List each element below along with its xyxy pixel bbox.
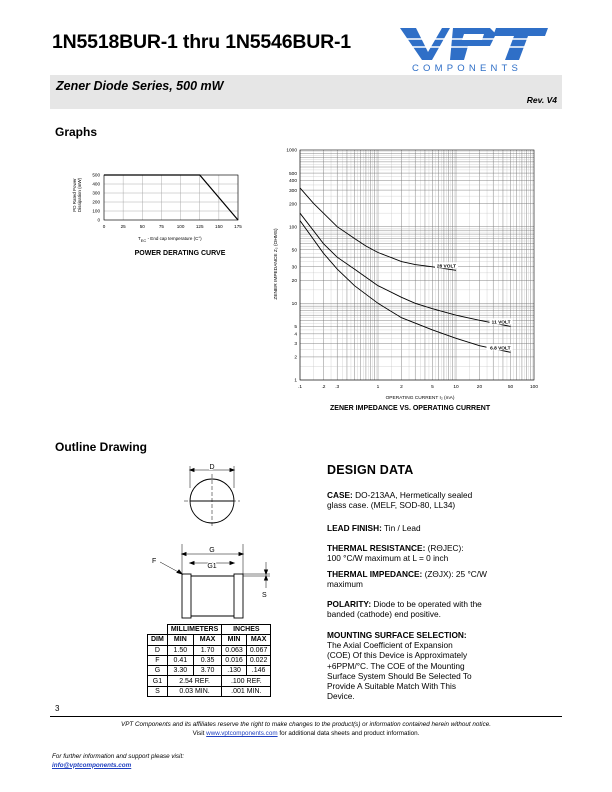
vpt-logo	[398, 22, 560, 74]
table-cell: .130	[222, 666, 247, 676]
zi-x-tick-label: .3	[335, 385, 340, 390]
page-number: 3	[55, 704, 60, 713]
polarity-info: POLARITY: Diode to be operated with the banded (cathode) end positive.	[327, 599, 482, 620]
table-cell: D	[148, 645, 168, 655]
pd-plot-frame	[104, 175, 238, 220]
disclaimer-text: VPT Components and its affiliates reserve the right to make changes to the product(s) or information contained herein without notice.	[121, 721, 491, 728]
zi-y-tick-label: 500	[288, 171, 297, 177]
lead-finish-info: LEAD FINISH: Tin / Lead	[327, 523, 421, 533]
pd-y-tick-label: 400	[92, 181, 100, 187]
logo-mark	[398, 28, 548, 60]
dims-col-dim: DIM	[148, 635, 168, 645]
pd-x-tick-label: 50	[139, 224, 145, 229]
document-subtitle: Zener Diode Series, 500 mW	[56, 79, 224, 93]
dim-g-label: G	[209, 547, 215, 554]
zi-y-tick-label: 300	[288, 188, 297, 194]
pd-x-tick-label: 100	[176, 224, 185, 229]
thermal-impedance-info: THERMAL IMPEDANCE: (ZΘJX): 25 °C/W maximum	[327, 569, 487, 590]
support-email-link[interactable]: info@vptcomponents.com	[52, 761, 132, 769]
zi-x-tick-label: .1	[297, 385, 303, 390]
dim-f-label: F	[152, 558, 157, 565]
outline-heading: Outline Drawing	[55, 440, 148, 454]
zi-x-tick-label: 5	[431, 385, 434, 390]
pd-series-line	[104, 175, 238, 220]
pd-y-tick-label: 100	[92, 208, 100, 214]
table-cell: F	[148, 655, 168, 665]
dims-header-in: INCHES	[222, 625, 271, 635]
table-cell: 0.03 MIN.	[167, 686, 221, 696]
pd-y-tick-label: 0	[97, 217, 100, 223]
table-row	[148, 655, 271, 665]
zi-chart-title: ZENER IMPEDANCE VS. OPERATING CURRENT	[330, 405, 491, 412]
zi-x-tick-label: .2	[321, 385, 326, 390]
dim-g1-label: G1	[207, 563, 217, 570]
zi-xlabel: OPERATING CURRENT I₂ (mA)	[385, 396, 455, 401]
outline-drawing	[130, 462, 290, 622]
zi-y-tick-label: 20	[291, 278, 297, 284]
footer-disclaimer	[50, 720, 562, 738]
table-cell: 3.30	[167, 666, 193, 676]
dims-col-in-min: MIN	[222, 635, 247, 645]
pd-x-tick-label: 0	[102, 224, 106, 229]
case-info: CASE: DO-213AA, Hermetically sealed glass case. (MELF, SOD-80, LL34)	[327, 490, 473, 511]
table-cell: 0.067	[246, 645, 271, 655]
zi-x-tick-label: 50	[507, 385, 514, 390]
pd-chart-title: POWER DERATING CURVE	[134, 250, 226, 257]
zi-y-tick-label: 10	[291, 302, 297, 308]
pd-ylabel-1: PD Rated Power	[72, 178, 77, 212]
zi-x-tick-label: 2	[400, 385, 403, 390]
zi-y-tick-label: 30	[291, 265, 297, 271]
zi-y-tick-label: 200	[288, 202, 297, 208]
zi-series-label: 11 VOLT	[491, 320, 511, 326]
mounting-info: MOUNTING SURFACE SELECTION: The Axial Coefficient of Expansion (COE) Of this Device is Approximately +6PPM/°C. The COE of the Mounting Surface System Should Be Selected To Provide A Suitable Match With This Device.	[327, 630, 472, 702]
graphs-heading: Graphs	[55, 125, 98, 139]
zi-y-tick-label: 3	[294, 342, 297, 348]
pd-x-tick-label: 75	[158, 224, 164, 229]
table-cell: 0.022	[246, 655, 271, 665]
dims-col-in-max: MAX	[246, 635, 271, 645]
pd-xlabel: $T_{EC}$ - End cap temperature (C°)	[138, 236, 202, 243]
dims-header-mm: MILLIMETERS	[167, 625, 221, 635]
table-row	[148, 666, 271, 676]
pd-x-tick-label: 25	[120, 224, 126, 229]
table-cell: 0.41	[167, 655, 193, 665]
table-cell: 3.70	[193, 666, 221, 676]
revision-label: Rev. V4	[526, 95, 557, 105]
table-cell: G	[148, 666, 168, 676]
zi-x-tick-label: 1	[376, 385, 380, 390]
pd-y-tick-label: 500	[92, 172, 100, 178]
zi-series-line	[300, 221, 511, 353]
pd-y-tick-label: 300	[92, 190, 100, 196]
pd-x-tick-label: 125	[195, 224, 204, 229]
dim-d-label: D	[209, 464, 215, 471]
zi-y-tick-label: 2	[294, 355, 297, 361]
table-cell: G1	[148, 676, 168, 686]
document-title: 1N5518BUR-1 thru 1N5546BUR-1	[52, 31, 351, 53]
table-cell: 0.016	[222, 655, 247, 665]
dims-corner	[148, 625, 168, 635]
zi-y-tick-label: 50	[291, 248, 297, 254]
zi-ylabel: ZENER IMPEDANCE Z₂ (OHMS)	[274, 228, 279, 300]
diode-end-view	[184, 466, 240, 528]
table-cell: 2.54 REF.	[167, 676, 221, 686]
support-info	[52, 753, 184, 770]
dims-col-mm-max: MAX	[193, 635, 221, 645]
diode-side-view	[160, 544, 270, 618]
visit-line: Visit www.vptcomponents.com for additional data sheets and product information.	[192, 730, 420, 737]
dims-col-mm-min: MIN	[167, 635, 193, 645]
table-cell: 1.70	[193, 645, 221, 655]
table-cell: .146	[246, 666, 271, 676]
logo-subtext: COMPONENTS	[412, 63, 523, 74]
zi-series-label: 28 VOLT	[436, 264, 456, 270]
table-row	[148, 676, 271, 686]
design-data-heading: DESIGN DATA	[327, 463, 414, 477]
dim-s-label: S	[262, 592, 267, 599]
pd-ylabel-2: Dissipation (mW)	[77, 177, 82, 213]
website-link[interactable]: www.vptcomponents.com	[206, 730, 278, 737]
table-cell: S	[148, 686, 168, 696]
footer-rule	[50, 716, 562, 717]
zener-impedance-chart	[268, 144, 558, 406]
zi-y-tick-label: 400	[288, 179, 297, 185]
table-cell: 0.063	[222, 645, 247, 655]
table-cell: .001 MIN.	[222, 686, 271, 696]
zi-x-tick-label: 20	[476, 385, 483, 390]
table-row	[148, 686, 271, 696]
pd-x-tick-label: 175	[234, 224, 242, 229]
pd-y-tick-label: 200	[92, 199, 100, 205]
table-row	[148, 645, 271, 655]
table-cell: .100 REF.	[222, 676, 271, 686]
zi-y-tick-label: 1000	[286, 148, 297, 154]
dimensions-table	[147, 624, 271, 697]
zi-y-tick-label: 4	[294, 332, 297, 338]
zi-y-tick-label: 1	[294, 378, 297, 384]
zi-y-tick-label: 100	[288, 225, 297, 231]
table-cell: 1.50	[167, 645, 193, 655]
thermal-resistance-info: THERMAL RESISTANCE: (RΘJEC): 100 °C/W maximum at L = 0 inch	[327, 543, 464, 564]
zi-series-label: 6.8 VOLT	[490, 346, 511, 352]
pd-x-tick-label: 150	[215, 224, 223, 229]
zi-y-tick-label: 5	[294, 325, 297, 331]
zi-x-tick-label: 10	[453, 385, 459, 390]
support-line: For further information and support please visit:	[52, 753, 184, 760]
zi-x-tick-label: 100	[529, 385, 539, 390]
table-cell: 0.35	[193, 655, 221, 665]
